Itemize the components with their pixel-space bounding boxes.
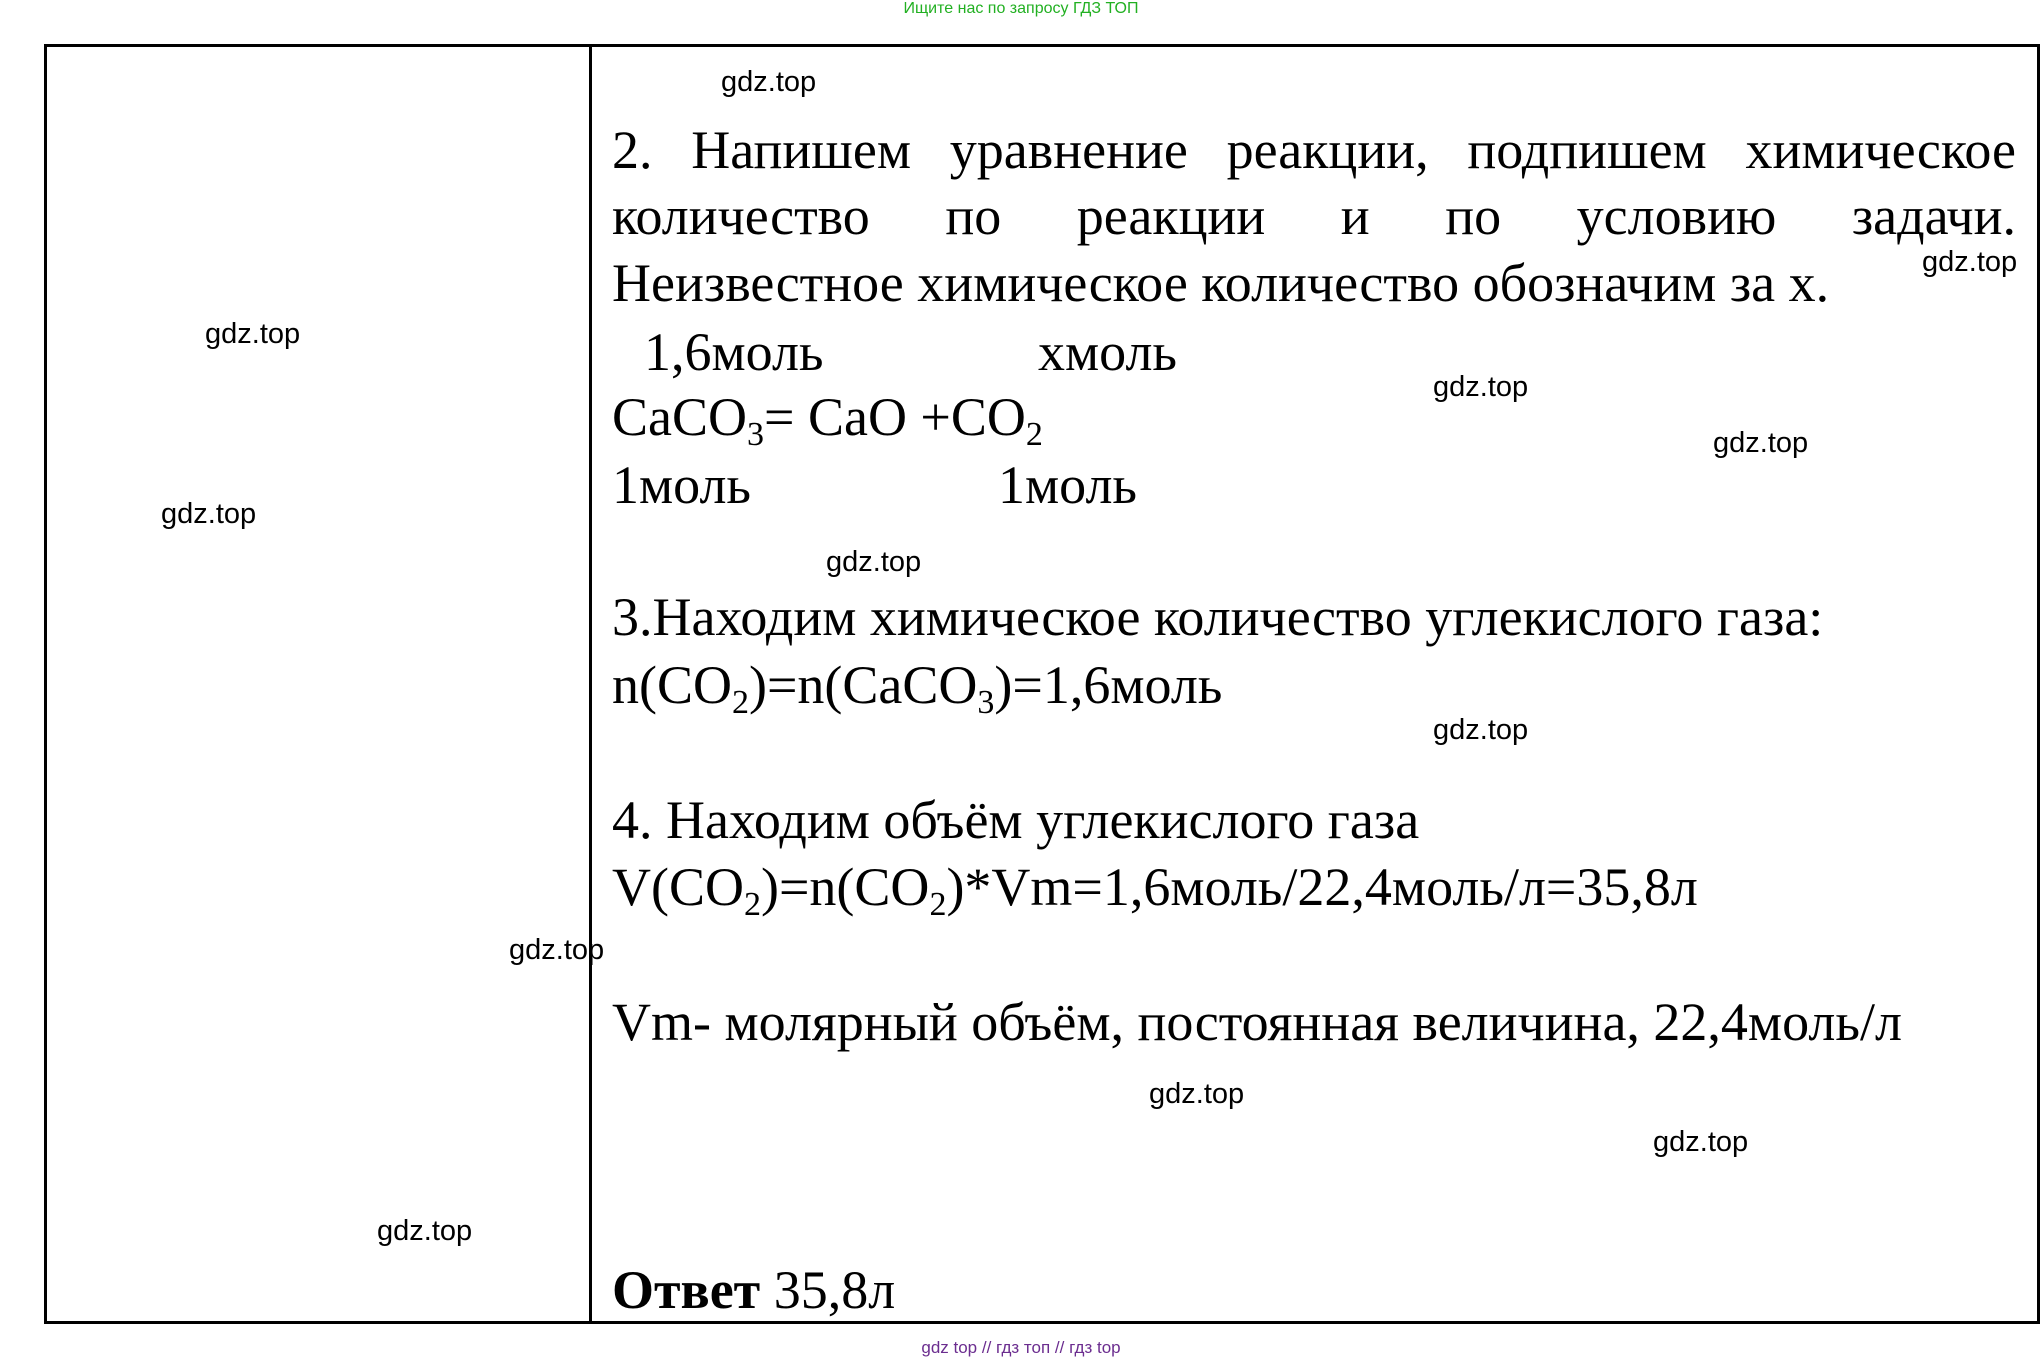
reaction-amount-top-right: хмоль bbox=[1038, 322, 1178, 382]
step3-formula bbox=[612, 655, 1223, 721]
reactant-formula: CaCO bbox=[612, 387, 747, 447]
step4-f-a: V(CO bbox=[612, 857, 744, 917]
product-subscript: 2 bbox=[1025, 416, 1043, 453]
step2-line2: количество по реакции и по условию задачи. bbox=[612, 186, 2016, 246]
watermark: gdz.top bbox=[377, 1215, 473, 1247]
vm-note: Vm- молярный объём, постоянная величина, 22,4моль/л bbox=[612, 992, 1902, 1052]
step3-f-b: )=n(CaCO bbox=[749, 655, 978, 715]
step3-f-a: n(CO bbox=[612, 655, 732, 715]
step3-line1: 3.Находим химическое количество углекислого газа: bbox=[612, 587, 1824, 647]
answer bbox=[612, 1260, 896, 1320]
step2-text-2 bbox=[612, 186, 2016, 246]
answer-value: 35,8л bbox=[760, 1260, 896, 1320]
watermark: gdz.top bbox=[509, 934, 605, 966]
step2-text bbox=[612, 120, 2016, 180]
equation-rest: = CaO +CO bbox=[764, 387, 1026, 447]
step4-f-c: )*Vm=1,6моль/22,4моль/л=35,8л bbox=[946, 857, 1698, 917]
footer-separator: // bbox=[1054, 1338, 1065, 1357]
reaction-amount-top-left: 1,6моль bbox=[644, 322, 824, 382]
step4-formula bbox=[612, 857, 1698, 923]
reactant-subscript: 3 bbox=[747, 416, 764, 453]
step4-f-b: )=n(CO bbox=[761, 857, 930, 917]
step2-line3: Неизвестное химическое количество обозначим за х. bbox=[612, 253, 1830, 313]
watermark: gdz.top bbox=[205, 318, 301, 350]
watermark: gdz.top bbox=[1433, 371, 1529, 403]
step4-line1: 4. Находим объём углекислого газа bbox=[612, 790, 1420, 850]
step3-f-c: )=1,6моль bbox=[994, 655, 1223, 715]
footer-link-2[interactable]: гдз топ bbox=[996, 1338, 1051, 1357]
watermark: gdz.top bbox=[1922, 246, 2018, 278]
watermark: gdz.top bbox=[1433, 714, 1529, 746]
watermark: gdz.top bbox=[721, 66, 817, 98]
watermark: gdz.top bbox=[826, 546, 922, 578]
footer-link-3[interactable]: гдз top bbox=[1069, 1338, 1121, 1357]
watermark: gdz.top bbox=[1713, 427, 1809, 459]
reaction-amount-bottom-left: 1моль bbox=[612, 455, 752, 515]
footer-separator: // bbox=[981, 1338, 992, 1357]
answer-label: Ответ bbox=[612, 1260, 761, 1320]
reaction-amount-bottom-right: 1моль bbox=[998, 455, 1138, 515]
footer-links bbox=[0, 1338, 2042, 1358]
watermark: gdz.top bbox=[1149, 1078, 1245, 1110]
column-divider bbox=[589, 44, 592, 1324]
step3-f-a-sub: 2 bbox=[732, 684, 749, 721]
step3-f-b-sub: 3 bbox=[977, 684, 995, 721]
step4-f-a-sub: 2 bbox=[744, 886, 761, 923]
watermark: gdz.top bbox=[1653, 1126, 1749, 1158]
reaction-equation bbox=[612, 387, 1043, 453]
watermark: gdz.top bbox=[161, 498, 257, 530]
step4-f-b-sub: 2 bbox=[929, 886, 947, 923]
step2-line1: 2. Напишем уравнение реакции, подпишем химическое bbox=[612, 120, 2016, 180]
search-banner: Ищите нас по запросу ГДЗ ТОП bbox=[903, 0, 1139, 17]
footer-link-1[interactable]: gdz top bbox=[921, 1338, 978, 1357]
